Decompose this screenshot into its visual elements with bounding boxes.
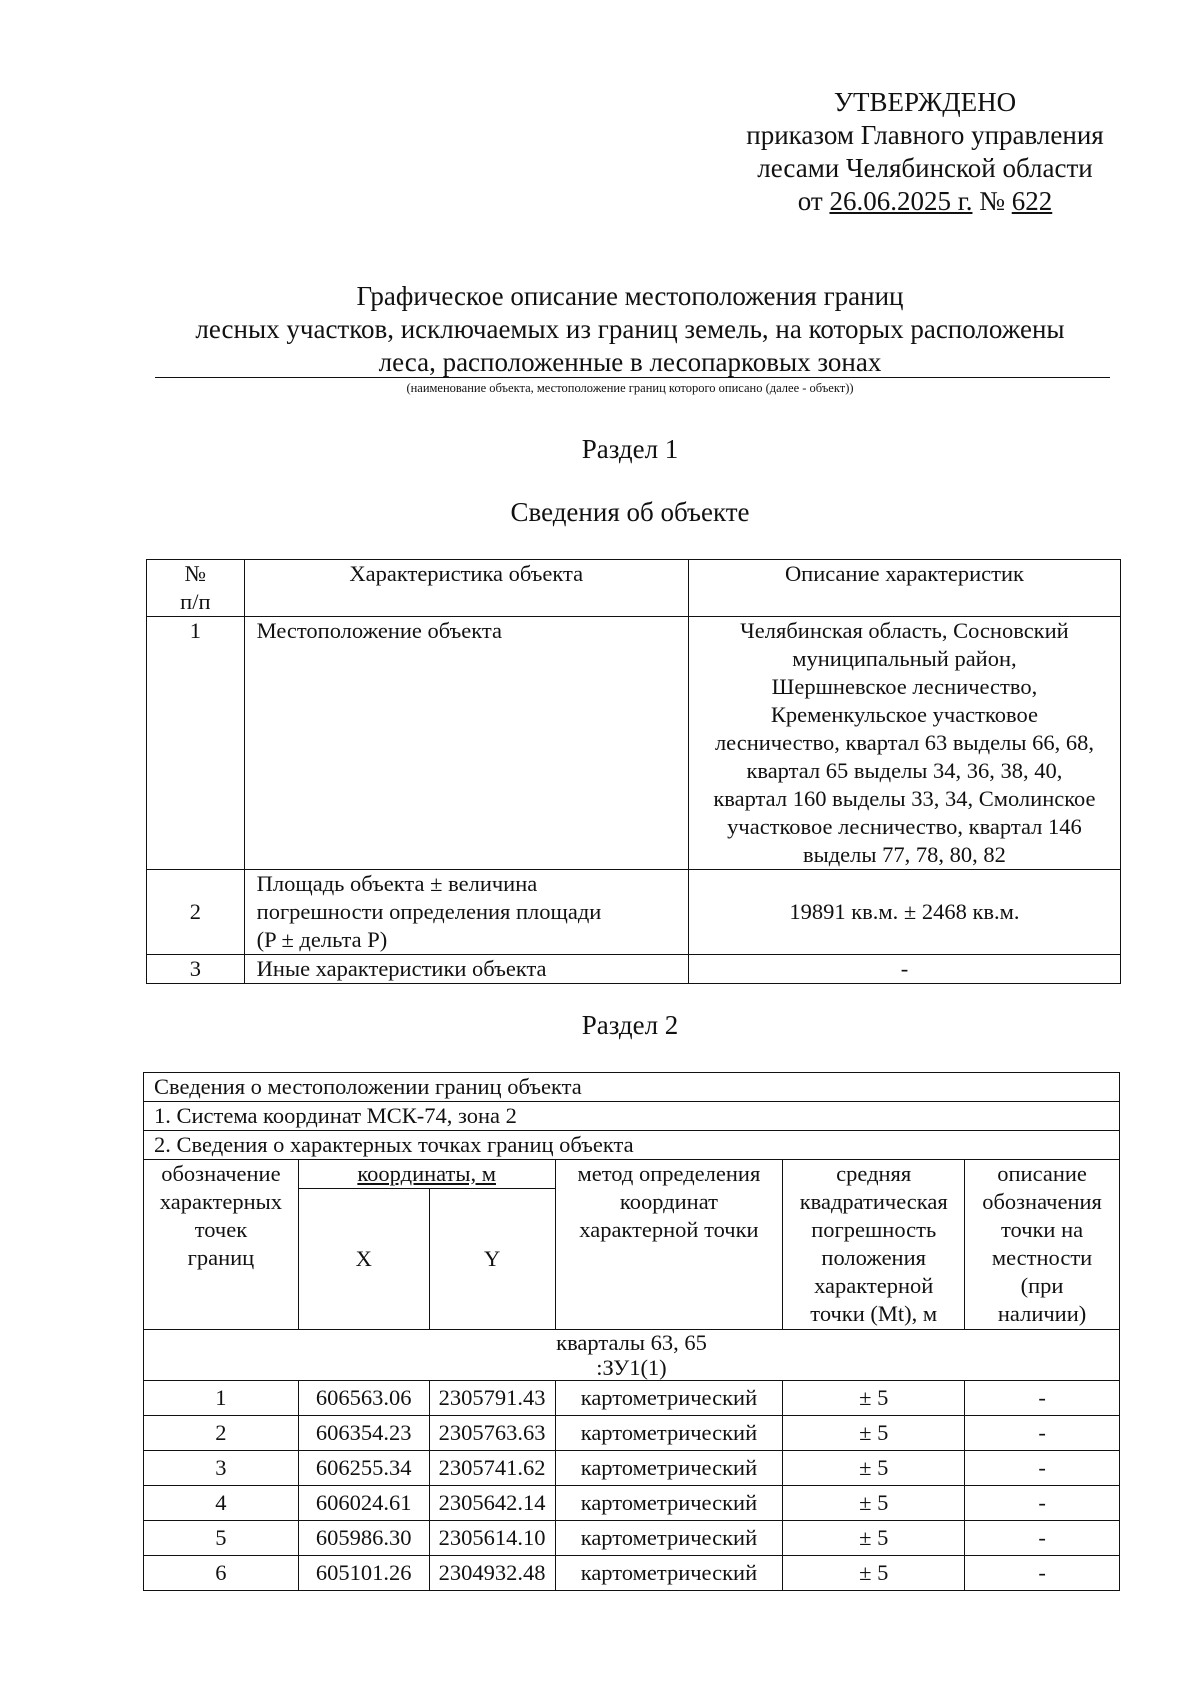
object-info-table xyxy=(146,559,1121,984)
document-title xyxy=(150,280,1110,379)
description-line: квартал 160 выделы 33, 34, Смолинское xyxy=(713,786,1096,811)
column-header-x: X xyxy=(298,1189,429,1330)
table-row xyxy=(147,955,1121,984)
table-header-row xyxy=(144,1160,1120,1189)
group-label xyxy=(144,1330,1120,1381)
row-description xyxy=(688,617,1120,870)
header-line: наличии) xyxy=(997,1301,1087,1326)
table-header-row xyxy=(144,1102,1120,1131)
title-underline xyxy=(155,377,1110,378)
coord-x: 606563.06 xyxy=(298,1381,429,1416)
approval-title: УТВЕРЖДЕНО xyxy=(833,87,1017,117)
table-row xyxy=(144,1416,1120,1451)
header-line: положения xyxy=(821,1245,926,1270)
row-characteristic: Иные характеристики объекта xyxy=(244,955,688,984)
header-line: границ xyxy=(187,1245,255,1270)
row-characteristic: Местоположение объекта xyxy=(244,617,688,870)
approval-date: 26.06.2025 г. xyxy=(829,186,973,216)
approval-block xyxy=(700,86,1150,218)
method: картометрический xyxy=(555,1556,783,1591)
method: картометрический xyxy=(555,1451,783,1486)
group-label-line2: :ЗУ1(1) xyxy=(596,1355,667,1380)
row-description: 19891 кв.м. ± 2468 кв.м. xyxy=(688,870,1120,955)
description-line: выделы 77, 78, 80, 82 xyxy=(802,842,1006,867)
description-line: Челябинская область, Сосновский xyxy=(740,618,1069,643)
characteristic-line: Площадь объекта ± величина xyxy=(256,871,538,896)
table-row xyxy=(144,1556,1120,1591)
point-number: 1 xyxy=(144,1381,299,1416)
method: картометрический xyxy=(555,1381,783,1416)
header-line: описание xyxy=(997,1161,1087,1186)
error: ± 5 xyxy=(783,1451,965,1486)
coordinates-label: координаты, м xyxy=(357,1161,496,1186)
coord-x: 606255.34 xyxy=(298,1451,429,1486)
coord-x: 606024.61 xyxy=(298,1486,429,1521)
description-line: квартал 65 выделы 34, 36, 38, 40, xyxy=(746,758,1063,783)
coord-y: 2305614.10 xyxy=(429,1521,555,1556)
description-line: Кременкульское участковое xyxy=(770,702,1039,727)
table-header-row xyxy=(144,1131,1120,1160)
title-line-3: леса, расположенные в лесопарковых зонах xyxy=(378,347,882,377)
section2-header-location: Сведения о местоположении границ объекта xyxy=(144,1073,1120,1102)
point-number: 3 xyxy=(144,1451,299,1486)
table-row xyxy=(144,1381,1120,1416)
row-number: 2 xyxy=(147,870,245,955)
point-description: - xyxy=(965,1556,1120,1591)
coord-x: 605986.30 xyxy=(298,1521,429,1556)
approval-number: 622 xyxy=(1011,186,1053,216)
error: ± 5 xyxy=(783,1486,965,1521)
section2-header-coord-system: 1. Система координат МСК-74, зона 2 xyxy=(144,1102,1120,1131)
method: картометрический xyxy=(555,1486,783,1521)
column-header-method xyxy=(555,1160,783,1330)
point-description: - xyxy=(965,1381,1120,1416)
header-line: точки (Mt), м xyxy=(810,1301,938,1326)
method: картометрический xyxy=(555,1416,783,1451)
approval-prefix: от xyxy=(797,186,823,216)
column-header-no-line2: п/п xyxy=(180,589,211,614)
approval-date-line xyxy=(700,185,1150,218)
point-description: - xyxy=(965,1486,1120,1521)
header-line: координат xyxy=(619,1189,718,1214)
section2-header-points: 2. Сведения о характерных точках границ объекта xyxy=(144,1131,1120,1160)
header-line: характерной xyxy=(814,1273,934,1298)
approval-line-3: лесами Челябинской области xyxy=(757,153,1093,183)
header-line: местности xyxy=(991,1245,1093,1270)
header-line: метод определения xyxy=(577,1161,761,1186)
column-header-coordinates xyxy=(298,1160,555,1189)
column-header-no xyxy=(147,560,245,617)
column-header-no-line1: № xyxy=(184,561,207,586)
title-line-2: лесных участков, исключаемых из границ земель, на которых расположены xyxy=(195,314,1065,344)
row-number: 1 xyxy=(147,617,245,870)
description-line: лесничество, квартал 63 выделы 66, 68, xyxy=(714,730,1094,755)
coord-y: 2305763.63 xyxy=(429,1416,555,1451)
column-header-error xyxy=(783,1160,965,1330)
error: ± 5 xyxy=(783,1381,965,1416)
table-header-row xyxy=(147,560,1121,617)
column-header-y: Y xyxy=(429,1189,555,1330)
point-description: - xyxy=(965,1416,1120,1451)
table-row xyxy=(144,1521,1120,1556)
group-row xyxy=(144,1330,1120,1381)
boundary-points-table xyxy=(143,1072,1120,1591)
header-line: обозначения xyxy=(982,1189,1102,1214)
point-description: - xyxy=(965,1451,1120,1486)
point-number: 2 xyxy=(144,1416,299,1451)
column-header-characteristic: Характеристика объекта xyxy=(244,560,688,617)
header-line: средняя xyxy=(836,1161,912,1186)
error: ± 5 xyxy=(783,1556,965,1591)
row-number: 3 xyxy=(147,955,245,984)
approval-number-sign: № xyxy=(979,186,1005,216)
coord-y: 2305642.14 xyxy=(429,1486,555,1521)
header-line: погрешность xyxy=(811,1217,937,1242)
title-caption: (наименование объекта, местоположение границ которого описано (далее - объект)) xyxy=(406,381,854,395)
header-line: (при xyxy=(1020,1273,1064,1298)
point-number: 4 xyxy=(144,1486,299,1521)
description-line: участковое лесничество, квартал 146 xyxy=(727,814,1082,839)
coord-y: 2305741.62 xyxy=(429,1451,555,1486)
coord-y: 2304932.48 xyxy=(429,1556,555,1591)
point-number: 5 xyxy=(144,1521,299,1556)
approval-line-2: приказом Главного управления xyxy=(746,120,1104,150)
section1-heading: Раздел 1 xyxy=(581,434,679,464)
error: ± 5 xyxy=(783,1521,965,1556)
table-row xyxy=(144,1486,1120,1521)
description-line: муниципальный район, xyxy=(792,646,1017,671)
table-row xyxy=(147,870,1121,955)
column-header-point xyxy=(144,1160,299,1330)
coord-x: 605101.26 xyxy=(298,1556,429,1591)
error: ± 5 xyxy=(783,1416,965,1451)
point-description: - xyxy=(965,1521,1120,1556)
coord-x: 606354.23 xyxy=(298,1416,429,1451)
title-line-1: Графическое описание местоположения границ xyxy=(356,281,904,311)
point-number: 6 xyxy=(144,1556,299,1591)
table-row xyxy=(144,1451,1120,1486)
header-line: точек xyxy=(194,1217,248,1242)
characteristic-line: (P ± дельта P) xyxy=(256,927,388,952)
group-label-line1: кварталы 63, 65 xyxy=(556,1330,707,1355)
row-characteristic xyxy=(244,870,688,955)
table-header-row xyxy=(144,1073,1120,1102)
header-line: точки на xyxy=(1000,1217,1084,1242)
description-line: Шершневское лесничество, xyxy=(771,674,1038,699)
header-line: характерных xyxy=(159,1189,283,1214)
characteristic-line: погрешности определения площади xyxy=(256,899,602,924)
column-header-description: Описание характеристик xyxy=(688,560,1120,617)
table-row xyxy=(147,617,1121,870)
header-line: характерной точки xyxy=(579,1217,759,1242)
header-line: квадратическая xyxy=(799,1189,948,1214)
section1-subheading: Сведения об объекте xyxy=(510,497,750,527)
section2-heading: Раздел 2 xyxy=(581,1010,679,1040)
coord-y: 2305791.43 xyxy=(429,1381,555,1416)
method: картометрический xyxy=(555,1521,783,1556)
column-header-description xyxy=(965,1160,1120,1330)
row-description: - xyxy=(688,955,1120,984)
header-line: обозначение xyxy=(161,1161,281,1186)
